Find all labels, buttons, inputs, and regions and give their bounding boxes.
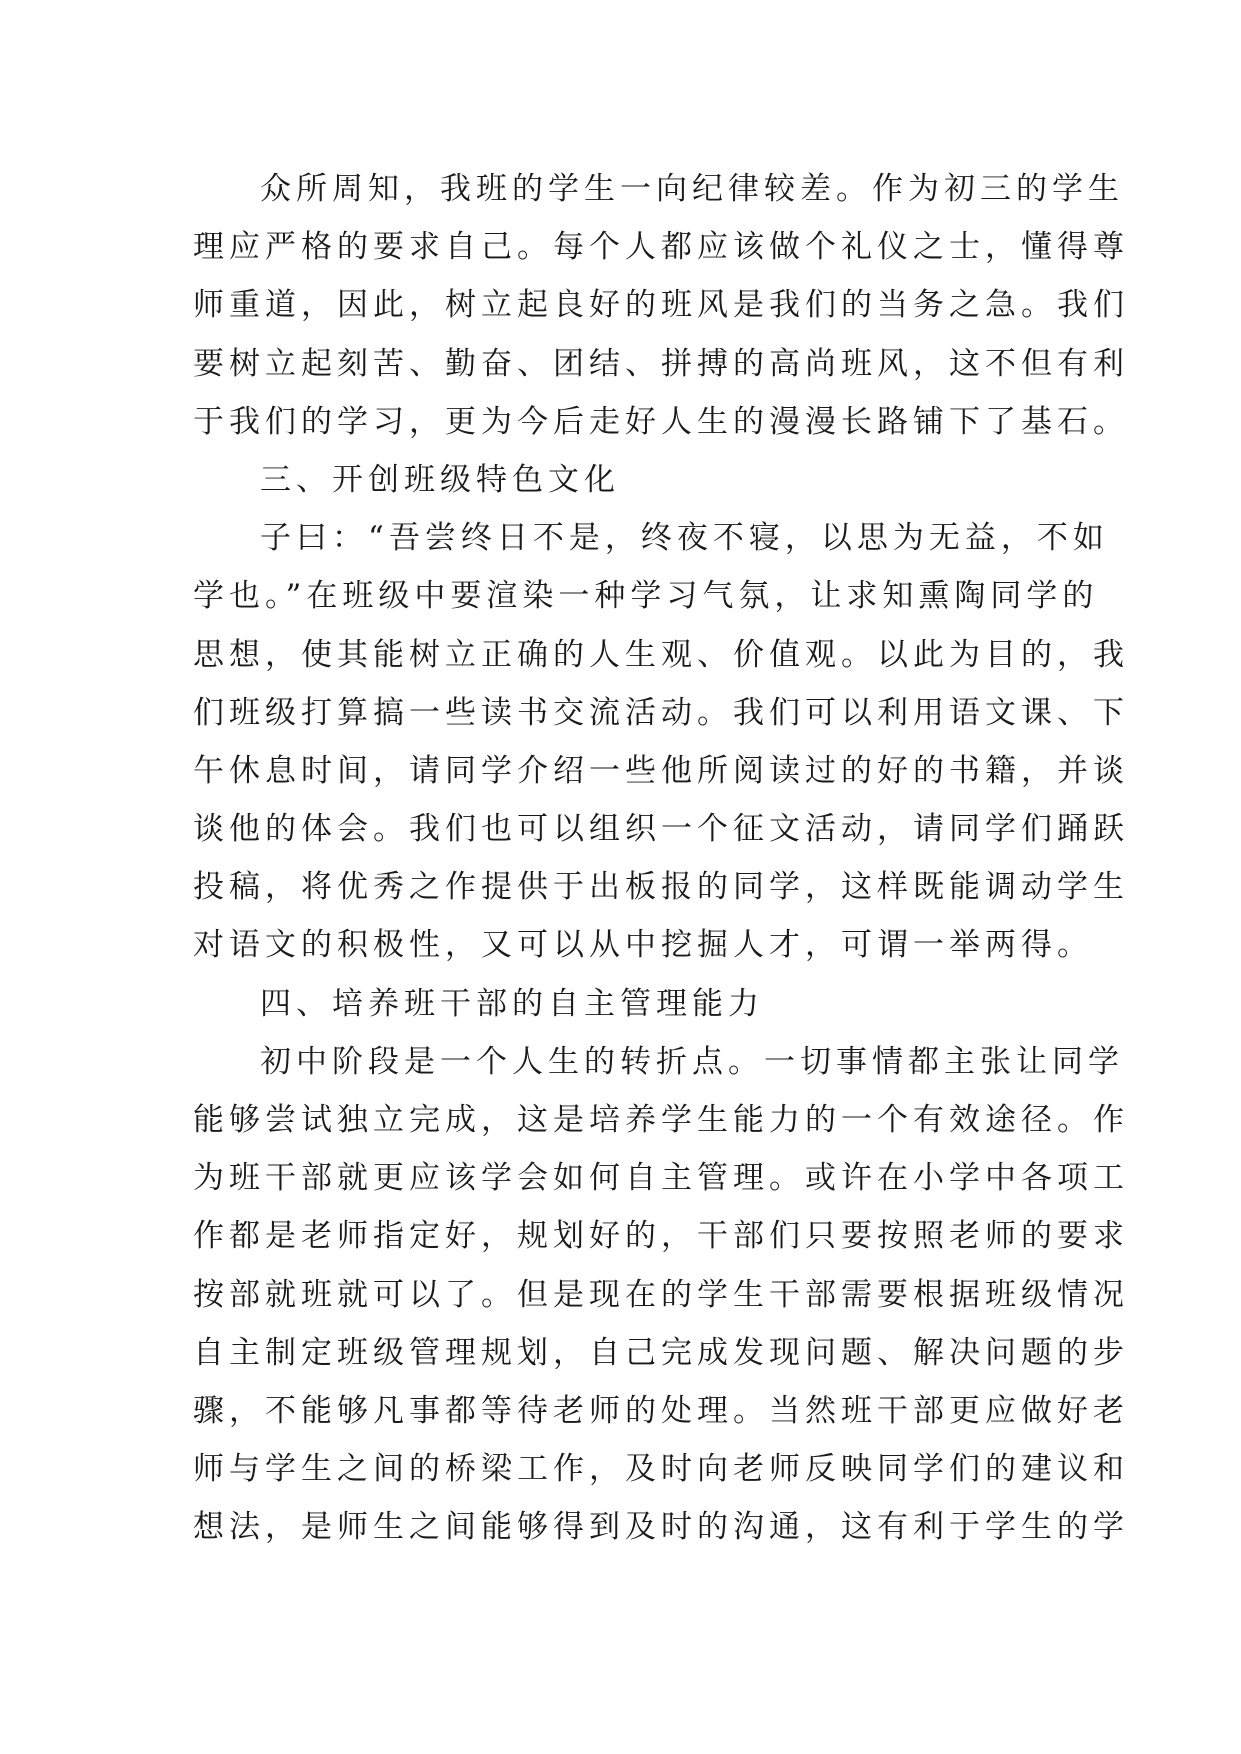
section-heading: 四、培养班干部的自主管理能力 xyxy=(260,985,764,1022)
text-line: 午休息时间，请同学介绍一些他所阅读过的好的书籍，并谈 xyxy=(193,752,1129,789)
text-line: 按部就班就可以了。但是现在的学生干部需要根据班级情况 xyxy=(193,1276,1129,1313)
section-heading: 三、开创班级特色文化 xyxy=(260,461,620,498)
text-line: 想法，是师生之间能够得到及时的沟通，这有利于学生的学 xyxy=(193,1509,1129,1546)
body-text xyxy=(193,160,1129,1557)
text-line: 为班干部就更应该学会如何自主管理。或许在小学中各项工 xyxy=(193,1160,1129,1197)
text-line: 学也。”在班级中要渲染一种学习气氛，让求知熏陶同学的 xyxy=(193,578,1099,615)
text-line: 作都是老师指定好，规划好的，干部们只要按照老师的要求 xyxy=(193,1218,1129,1255)
text-line: 理应严格的要求自己。每个人都应该做个礼仪之士，懂得尊 xyxy=(193,229,1129,266)
text-line: 谈他的体会。我们也可以组织一个征文活动，请同学们踊跃 xyxy=(193,811,1129,848)
text-line: 师与学生之间的桥梁工作，及时向老师反映同学们的建议和 xyxy=(193,1451,1129,1488)
text-line: 于我们的学习，更为今后走好人生的漫漫长路铺下了基石。 xyxy=(193,403,1129,440)
text-line: 自主制定班级管理规划，自己完成发现问题、解决问题的步 xyxy=(193,1334,1129,1371)
text-line: 要树立起刻苦、勤奋、团结、拼搏的高尚班风，这不但有利 xyxy=(193,345,1129,382)
text-line: 能够尝试独立完成，这是培养学生能力的一个有效途径。作 xyxy=(193,1102,1129,1138)
text-line: 师重道，因此，树立起良好的班风是我们的当务之急。我们 xyxy=(193,287,1129,324)
text-line: 初中阶段是一个人生的转折点。一切事情都主张让同学 xyxy=(260,1043,1124,1080)
text-line: 投稿，将优秀之作提供于出板报的同学，这样既能调动学生 xyxy=(193,869,1129,906)
text-line: 众所周知，我班的学生一向纪律较差。作为初三的学生 xyxy=(260,171,1124,207)
text-line: 子曰：“吾尝终日不是，终夜不寝，以思为无益，不如 xyxy=(260,520,1109,557)
text-line: 骤，不能够凡事都等待老师的处理。当然班干部更应做好老 xyxy=(193,1392,1129,1429)
text-line: 们班级打算搞一些读书交流活动。我们可以利用语文课、下 xyxy=(193,694,1129,731)
text-line: 对语文的积极性，又可以从中挖掘人才，可谓一举两得。 xyxy=(193,927,1093,964)
text-line: 思想，使其能树立正确的人生观、价值观。以此为目的，我 xyxy=(193,636,1129,673)
